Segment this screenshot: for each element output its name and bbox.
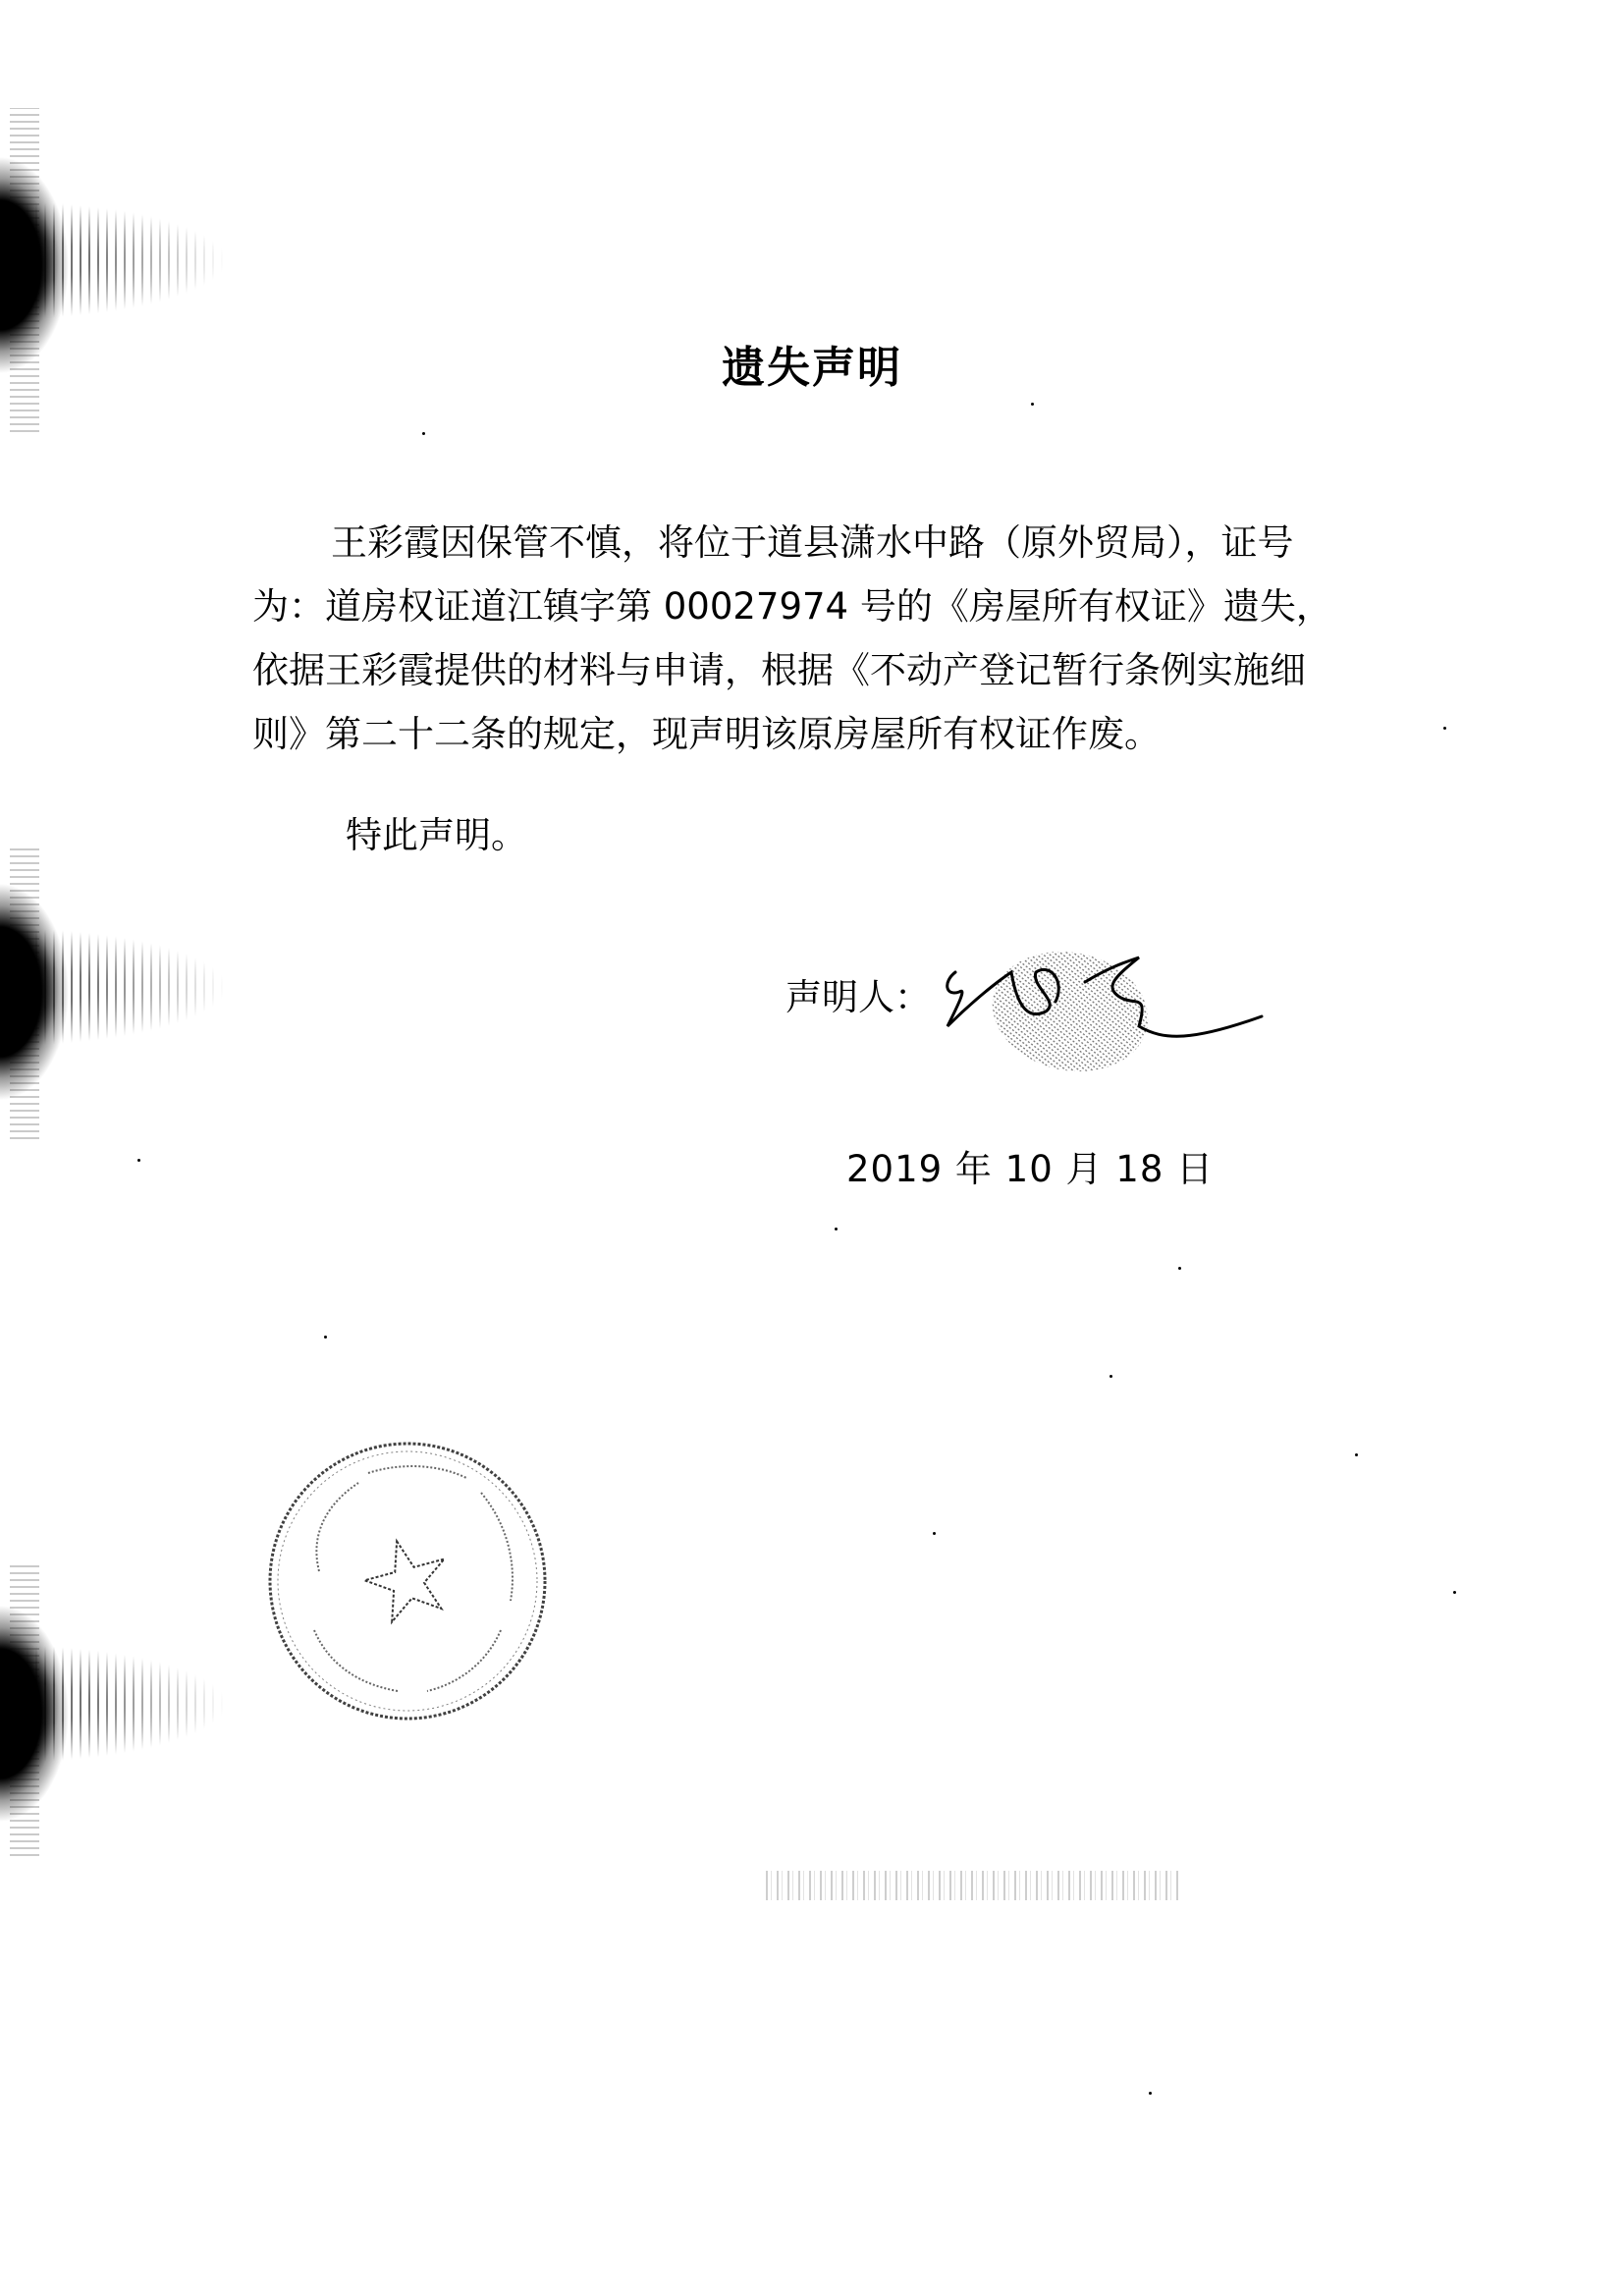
body-line-3: 依据王彩霞提供的材料与申请，根据《不动产登记暂行条例实施细 <box>252 649 1306 691</box>
scan-speck <box>422 432 425 435</box>
scan-speck <box>324 1336 327 1339</box>
scan-speck <box>1178 1267 1181 1270</box>
document-title: 遗失声明 <box>722 343 902 393</box>
official-seal-stamp <box>260 1434 555 1728</box>
declaration-date: 2019 年 10 月 18 日 <box>846 1148 1215 1190</box>
handwritten-signature-with-fingerprint <box>938 943 1272 1080</box>
closing-statement: 特此声明。 <box>346 814 527 856</box>
scan-speck <box>933 1532 936 1535</box>
star-icon <box>357 1531 457 1626</box>
scan-speck <box>1110 1375 1112 1378</box>
body-line-1: 王彩霞因保管不慎，将位于道县潇水中路（原外贸局），证号 <box>331 521 1294 564</box>
scan-speck <box>835 1228 838 1230</box>
scan-edge-noise <box>10 1561 39 1856</box>
signer-block <box>785 967 931 1020</box>
faded-scan-text-band <box>766 1871 1178 1900</box>
scan-speck <box>137 1159 140 1162</box>
scan-speck <box>1031 403 1034 406</box>
scan-edge-noise <box>10 845 39 1139</box>
scan-speck <box>1453 1591 1456 1594</box>
scan-speck <box>1443 727 1446 730</box>
signer-label: 声明人： <box>785 976 931 1018</box>
document-body <box>252 511 1381 766</box>
body-line-2: 为：道房权证道江镇字第 00027974 号的《房屋所有权证》遗失， <box>252 585 1332 628</box>
body-line-4: 则》第二十二条的规定，现声明该原房屋所有权证作废。 <box>252 713 1161 755</box>
scan-speck <box>1149 2092 1152 2095</box>
scan-speck <box>1355 1453 1358 1456</box>
